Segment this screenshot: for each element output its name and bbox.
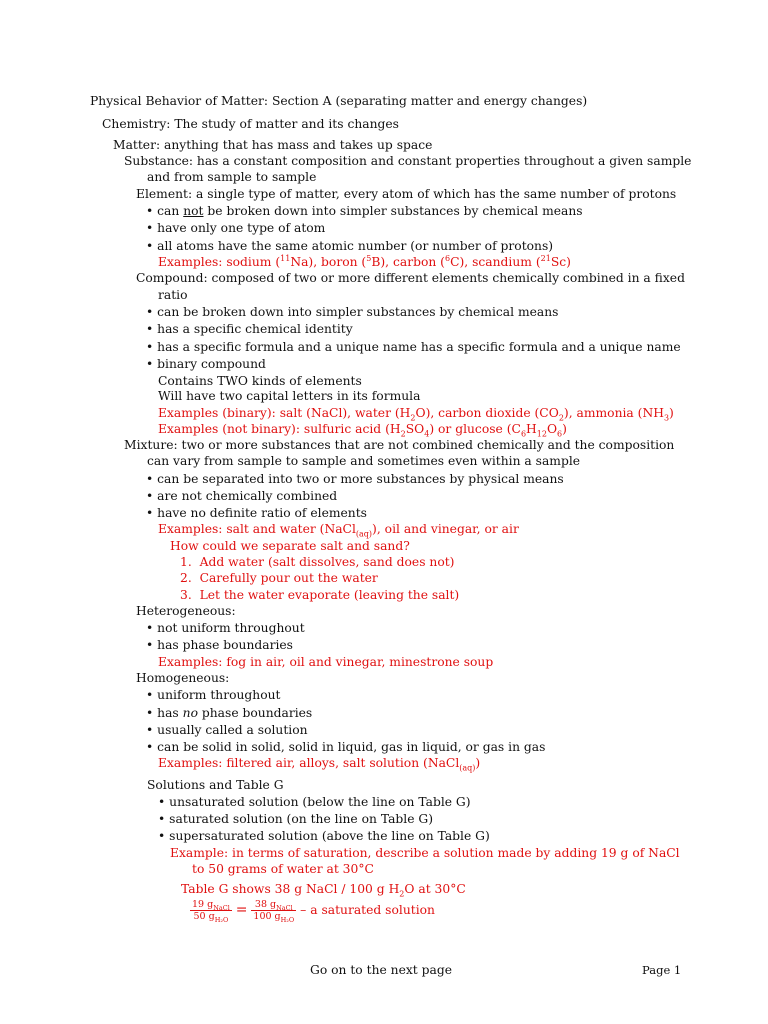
solutions-label: Solutions and Table G	[147, 778, 284, 792]
mixture-bullet-1: • can be separated into two or more substances by physical means	[146, 472, 564, 486]
compound-bullet-4: • binary compound	[146, 357, 266, 371]
homogeneous-bullet-2: • has no phase boundaries	[146, 706, 313, 720]
fraction-38g-per-100g: $\frac{38 g_{NaCl}}{100 g_{H_2O}}$	[253, 899, 295, 924]
homogeneous-examples: Examples: filtered air, alloys, salt solution (NaCl$_{(aq)}$)	[158, 756, 481, 773]
mixture-bullet-2: • are not chemically combined	[146, 489, 338, 503]
binary-note-2: Will have two capital letters in its formula	[158, 389, 421, 403]
table-g-statement: Table G shows 38 g NaCl / 100 g $H_2O$ at 30°C	[181, 882, 466, 899]
mixture-examples: Examples: salt and water (NaCl$_{(aq)}$), oil and vinegar, or air	[158, 522, 519, 539]
emphasis-not: not	[183, 204, 204, 218]
compound-nonbinary-examples: Examples (not binary): sulfuric acid $(H_2SO_4)$ or glucose $(C_6H_{12}O_6)$	[158, 422, 567, 439]
mixture-definition-line1: Mixture: two or more substances that are not combined chemically and the composition	[124, 438, 675, 452]
compound-bullet-1: • can be broken down into simpler substances by chemical means	[146, 305, 559, 319]
element-bullet-1: • can not be broken down into simpler substances by chemical means	[146, 204, 583, 218]
matter-definition: Matter: anything that has mass and takes up space	[113, 138, 433, 152]
heterogeneous-examples: Examples: fog in air, oil and vinegar, minestrone soup	[158, 655, 494, 669]
substance-definition-line1: Substance: has a constant composition and constant properties throughout a given sample	[124, 154, 692, 168]
solutions-bullet-3: • supersaturated solution (above the line on Table G)	[158, 829, 490, 843]
heterogeneous-label: Heterogeneous:	[136, 604, 236, 618]
page-number: Page 1	[642, 963, 682, 977]
emphasis-no: no	[182, 706, 198, 720]
compound-definition-line1: Compound: composed of two or more different elements chemically combined in a fixed	[136, 271, 685, 285]
page-title: Physical Behavior of Matter: Section A (separating matter and energy changes)	[90, 94, 588, 108]
element-examples: Examples: sodium ($^{11}$Na), boron ($^5$B), carbon ($^6$C), scandium ($^{21}$Sc)	[158, 253, 571, 269]
homogeneous-bullet-1: • uniform throughout	[146, 688, 281, 702]
mixture-bullet-3: • have no definite ratio of elements	[146, 506, 367, 520]
binary-note-1: Contains TWO kinds of elements	[158, 374, 362, 388]
heterogeneous-bullet-1: • not uniform throughout	[146, 621, 305, 635]
homogeneous-label: Homogeneous:	[136, 671, 230, 685]
mixture-definition-line2: can vary from sample to sample and sometimes even within a sample	[147, 454, 581, 468]
compound-binary-examples: Examples (binary): salt (NaCl), water $(H_2O)$, carbon dioxide $(CO_2)$, ammonia $(NH_3)$	[158, 406, 674, 423]
compound-bullet-3: • has a specific formula and a unique name has a specific formula and a unique name	[146, 340, 681, 354]
substance-definition-line2: and from sample to sample	[147, 170, 317, 184]
element-bullet-3: • all atoms have the same atomic number (or number of protons)	[146, 239, 554, 253]
element-bullet-2: • have only one type of atom	[146, 221, 326, 235]
compound-bullet-2: • has a specific chemical identity	[146, 322, 353, 336]
chemistry-definition: Chemistry: The study of matter and its changes	[102, 117, 399, 131]
separation-question: How could we separate salt and sand?	[170, 539, 410, 553]
separation-step-1: 1. Add water (salt dissolves, sand does not)	[180, 555, 455, 569]
element-definition: Element: a single type of matter, every atom of which has the same number of protons	[136, 187, 677, 201]
saturation-equation: $\frac{19 g_{NaCl}}{50 g_{H_2O}}$ = $\frac{38 g_{NaCl}}{100 g_{H_2O}}$ – a saturated solution	[192, 899, 435, 924]
homogeneous-bullet-4: • can be solid in solid, solid in liquid, gas in liquid, or gas in gas	[146, 740, 546, 754]
separation-step-3: 3. Let the water evaporate (leaving the salt)	[180, 588, 460, 602]
solutions-bullet-2: • saturated solution (on the line on Table G)	[158, 812, 434, 826]
saturation-example-line2: to 50 grams of water at 30°C	[192, 862, 374, 876]
compound-definition-line2: ratio	[158, 288, 188, 302]
heterogeneous-bullet-2: • has phase boundaries	[146, 638, 293, 652]
solutions-bullet-1: • unsaturated solution (below the line on Table G)	[158, 795, 471, 809]
fraction-19g-per-50g: $\frac{19 g_{NaCl}}{50 g_{H_2O}}$	[192, 899, 230, 924]
separation-step-2: 2. Carefully pour out the water	[180, 571, 378, 585]
footer-next-page: Go on to the next page	[310, 963, 453, 977]
saturation-example-line1: Example: in terms of saturation, describe a solution made by adding 19 g of NaCl	[170, 846, 680, 860]
homogeneous-bullet-3: • usually called a solution	[146, 723, 308, 737]
